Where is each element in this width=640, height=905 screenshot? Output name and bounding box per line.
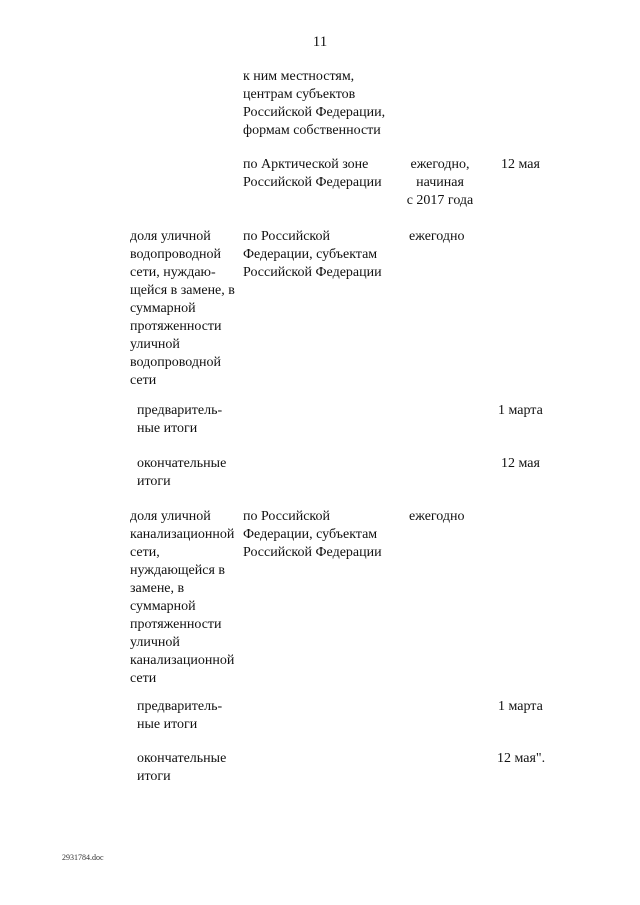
document-footer: 2931784.doc <box>62 853 104 862</box>
water-prelim-label: предваритель- ные итоги <box>137 403 223 436</box>
water-final-label: окончательные итоги <box>137 456 227 489</box>
sewer-final-date: 12 мая". <box>497 751 546 766</box>
sewer-prelim-date: 1 марта <box>498 699 543 714</box>
arctic-date: 12 мая <box>501 157 540 172</box>
arctic-breakdown: по Арктической зоне Российской Федерации <box>243 157 382 190</box>
water-indicator: доля уличной водопроводной сети, нуждаю- щейся в замене, в суммарной протяженности уличной водопроводной сети <box>130 229 235 388</box>
water-final-date: 12 мая <box>501 456 540 471</box>
sewer-prelim-label: предваритель- ные итоги <box>137 699 223 732</box>
sewer-breakdown: по Российской Федерации, субъектам Российской Федерации <box>243 509 382 560</box>
sewer-final-label: окончательные итоги <box>137 751 227 784</box>
sewer-indicator: доля уличной канализационной сети, нуждающейся в замене, в суммарной протяженности уличной канализационной сети <box>130 509 235 686</box>
water-breakdown: по Российской Федерации, субъектам Российской Федерации <box>243 229 382 280</box>
water-prelim-date: 1 марта <box>498 403 543 418</box>
arctic-frequency: ежегодно, начиная с 2017 года <box>406 157 474 208</box>
sewer-frequency: ежегодно <box>409 509 465 524</box>
page-number: 11 <box>312 34 328 50</box>
water-frequency: ежегодно <box>409 229 465 244</box>
breakdown-continuation: к ним местностям, центрам субъектов Российской Федерации, формам собственности <box>243 69 386 138</box>
